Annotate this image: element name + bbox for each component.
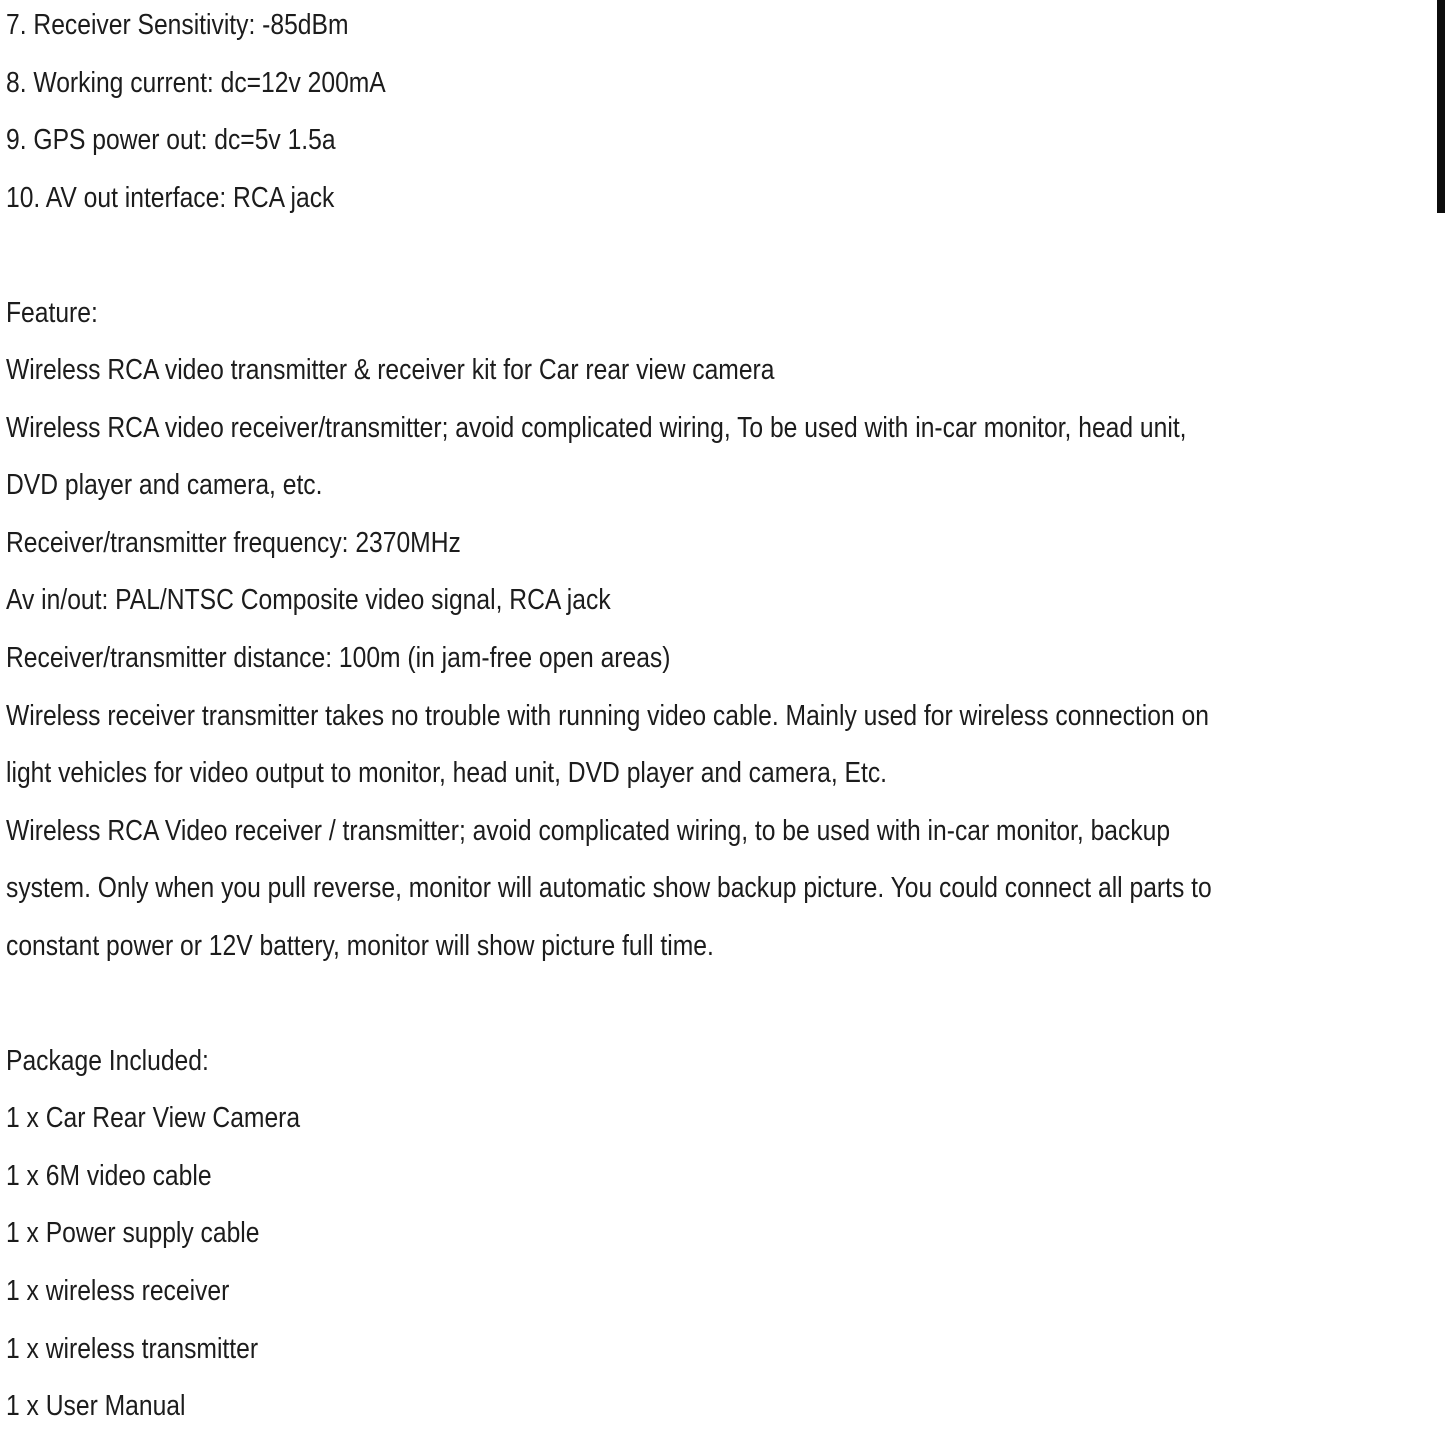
specifications-text-line: 8. Working current: dc=12v 200mA [6,66,386,99]
package-included-text-line: 1 x Car Rear View Camera [6,1102,301,1135]
scrollbar-thumb[interactable] [1437,0,1445,213]
package-included-text-line: 1 x wireless receiver [6,1275,230,1308]
blank-line [6,975,1445,1033]
feature-text-line: Receiver/transmitter frequency: 2370MHz [6,526,461,559]
feature-text-line: Wireless RCA video transmitter & receiver kit for Car rear view camera [6,354,775,387]
document-body [6,0,1445,1436]
blank-line [6,227,1445,285]
feature-text-line: Wireless RCA Video receiver / transmitter; avoid complicated wiring, to be used with in-car monitor, backup [6,814,1171,847]
feature-text-line: Av in/out: PAL/NTSC Composite video signal, RCA jack [6,584,611,617]
feature-text-line: constant power or 12V battery, monitor will show picture full time. [6,929,714,962]
scrollbar-track[interactable] [1437,0,1445,1445]
feature-text-line: Receiver/transmitter distance: 100m (in jam-free open areas) [6,642,671,675]
feature-text-line: Wireless RCA video receiver/transmitter; avoid complicated wiring, To be used with in-car monitor, head unit, [6,411,1187,444]
specifications-text-line: 9. GPS power out: dc=5v 1.5a [6,124,336,157]
feature-text-line: light vehicles for video output to monitor, head unit, DVD player and camera, Etc. [6,757,888,790]
feature-text-line: system. Only when you pull reverse, monitor will automatic show backup picture. You could connect all parts to [6,872,1212,905]
package-included-text-line: 1 x Power supply cable [6,1217,260,1250]
feature-text-line: DVD player and camera, etc. [6,469,323,502]
package-included-text-line: 1 x User Manual [6,1390,186,1423]
specifications-text-line: 10. AV out interface: RCA jack [6,181,335,214]
package-included-text-line: 1 x wireless transmitter [6,1332,259,1365]
package-included-heading: Package Included: [6,1044,209,1077]
feature-heading: Feature: [6,296,98,329]
specifications-text-line: 7. Receiver Sensitivity: -85dBm [6,9,349,41]
feature-text-line: Wireless receiver transmitter takes no trouble with running video cable. Mainly used for wireless connection on [6,699,1209,732]
package-included-text-line: 1 x 6M video cable [6,1159,212,1192]
